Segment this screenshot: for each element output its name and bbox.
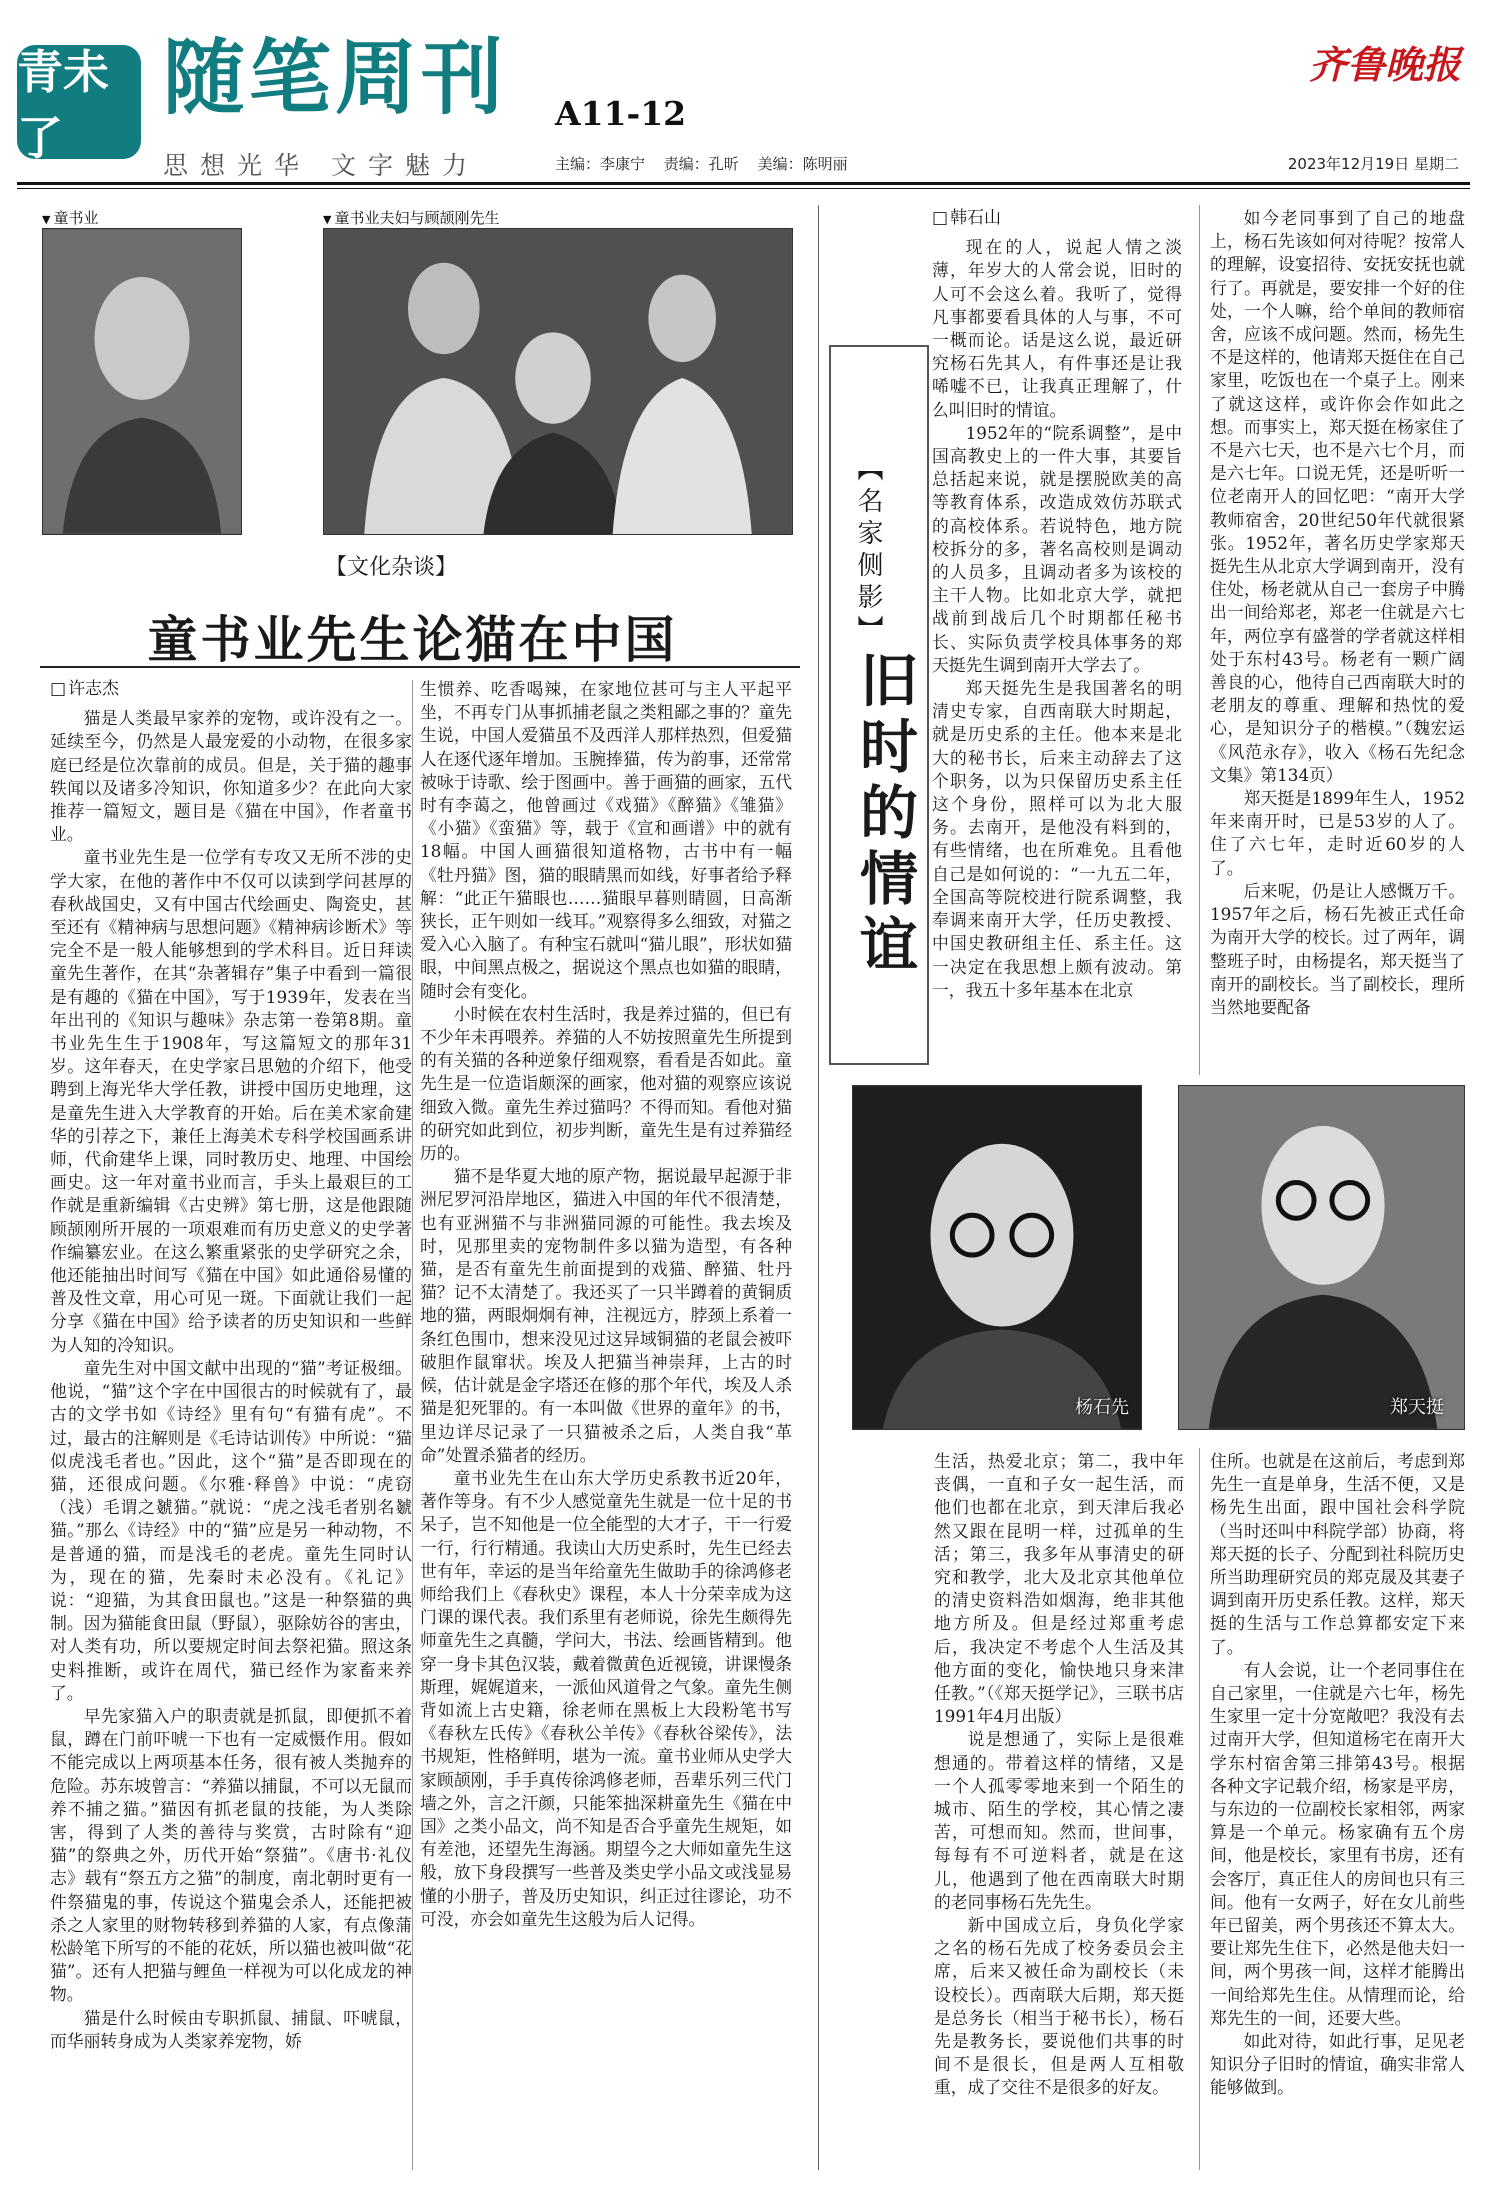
paragraph: 郑天挺先生是我国著名的明清史专家，自西南联大时期起，就是历史系的主任。他本来是北大的秘书长，后来主动辞去了这个职务，以为只保留历史系主任这个身份，照样可以为北大服务。去南开，是他没有料到的，有些情绪，也在所难免。且看他自己是如何说的：“一九五二年，全国高等院校进行院系调整，我奉调来南开大学，任历史教授、中国史教研组主任、系主任。这一决定在我思想上颇有波动。第一，我五十多年基本在北京 — [932, 678, 1182, 1000]
paragraph: 郑天挺是1899年生人，1952年来南开时，已是53岁的人了。住了六七年，走时近60岁的人了。 — [1210, 788, 1465, 878]
paragraph: 1952年的“院系调整”，是中国高教史上的一件大事，其要旨总括起来说，就是摆脱欧美的高等教育体系，改造成效仿苏联式的高校体系。若说特色，地方院校拆分的多，著名高校则是调动的人员多，且调动者多为该校的主干人物。比如北京大学，就把战前到战后几个时期都任秘书长、实际负责学校具体事务的郑天挺先生调到南开大学去了。 — [932, 422, 1182, 675]
page-number: A11-12 — [555, 94, 687, 133]
author-byline: □ 许志杰 — [50, 678, 412, 701]
photo-caption: ▼ 童书业夫妇与顾颉刚先生 — [323, 207, 499, 228]
article1-column-1 — [50, 678, 412, 2174]
paragraph: 童书业先生是一位学有专攻又无所不涉的史学大家，在他的著作中不仅可以读到学问甚厚的春秋战国史，又有中国古代绘画史、陶瓷史，甚至还有《精神病与思想问题》《精神病诊断术》等完全不是一般人能够想到的学术科目。近日拜读童先生著作，在其“杂著辑存”集子中看到一篇很是有趣的《猫在中国》，写于1939年，发表在当年出刊的《知识与趣味》杂志第一卷第8期。童书业先生生于1908年，写这篇短文的那年31岁。这年春天，在史学家吕思勉的介绍下，他受聘到上海光华大学任教，讲授中国历史地理，这是童先生进入大学教育的开始。后在美术家俞建华的引荐之下，兼任上海美术专科学校国画系讲师，代俞建华上课，同时教历史、地理、中国绘画史。这一年对童书业而言，手头上最艰巨的工作就是重新编辑《古史辨》第七册，这是他跟随顾颉刚所开展的一项艰难而有历史意义的史学著作编纂宏业。在这么繁重紧张的史学研究之余，他还能抽出时间写《猫在中国》如此通俗易懂的普及性文章，用心可见一斑。下面就让我们一起分享《猫在中国》给予读者的历史知识和一些鲜为人知的冷知识。 — [50, 847, 412, 1355]
column-divider — [1199, 1448, 1200, 2170]
article1-column-2 — [420, 678, 792, 2174]
portrait-silhouette — [1179, 1086, 1464, 1429]
portrait-photo — [1178, 1085, 1465, 1430]
paragraph: 童先生对中国文献中出现的“猫”考证极细。他说，“猫”这个字在中国很古的时候就有了，最古的文学书如《诗经》里有句“有猫有虎”。不过，最古的注解则是《毛诗诂训传》中所说：“猫似虎浅毛者也。”因此，这个“猫”是否即现在的猫，还很成问题。《尔雅·释兽》中说：“虎窃（浅）毛谓之虦猫。”就说：“虎之浅毛者别名虦猫。”那么《诗经》中的“猫”应是另一种动物，不是普通的猫，而是浅毛的老虎。童先生同时认为，现在的猫，先秦时未必没有。《礼记》说：“迎猫，为其食田鼠也。”这是一种祭猫的典制。因为猫能食田鼠（野鼠），驱除妨谷的害虫，对人类有功，所以要规定时间去祭祀猫。照这条史料推断，或许在周代，猫已经作为家畜来养了。 — [50, 1357, 412, 1703]
article-divider — [818, 205, 819, 2170]
article-headline: 旧时的情谊 — [850, 650, 918, 980]
photo-caption: 杨石先 — [1075, 1397, 1129, 1418]
masthead-title: 随笔周刊 — [163, 31, 508, 126]
paragraph: 猫是人类最早家养的宠物，或许没有之一。延续至今，仍然是人最宠爱的小动物，在很多家庭已经是位次靠前的成员。但是，关于猫的趣事轶闻以及诸多冷知识，你知道多少？在此向大家推荐一篇短文，题目是《猫在中国》，作者童书业。 — [50, 708, 412, 845]
paragraph: 猫不是华夏大地的原产物，据说最早起源于非洲尼罗河沿岸地区，猫进入中国的年代不很清楚，也有亚洲猫不与非洲猫同源的可能性。我去埃及时，见那里卖的宠物制件多以猫为造型，有各种猫，是否有童先生前面提到的戏猫、醉猫、牡丹猫？记不太清楚了。我还买了一只半蹲着的黄铜质地的猫，两眼炯炯有神，注视远方，脖颈上系着一条红色围巾，想来没见过这异域铜猫的老鼠会被吓破胆作鼠窜状。埃及人把猫当神崇拜，上古的时候，估计就是金字塔还在修的那个年代，埃及人杀猫是犯死罪的。有一本叫做《世界的童年》的书，里边详尽记录了一只猫被杀之后，人类自我“革命”处置杀猫者的经历。 — [420, 1166, 792, 1465]
author-byline: □ 韩石山 — [932, 207, 1182, 230]
article2-column-4 — [1210, 1450, 1465, 2175]
section-tag: 【文化杂谈】 — [325, 555, 458, 580]
header-rule — [17, 182, 1470, 185]
paragraph: 生活，热爱北京；第二，我中年丧偶，一直和子女一起生活，而他们也都在北京，到天津后我必然又跟在昆明一样，过孤单的生活；第三，我多年从事清史的研究和教学，北大及北京其他单位的清史资料浩如烟海，绝非其他地方所及。但是经过郑重考虑后，我决定不考虑个人生活及其他方面的变化，愉快地只身来津任教。”（《郑天挺学记》，三联书店1991年4月出版） — [934, 1451, 1184, 1727]
group-silhouette — [324, 229, 792, 534]
column-divider — [1199, 205, 1200, 1075]
article2-column-1 — [932, 207, 1182, 1077]
editor: 主编：李康宁 — [555, 155, 646, 173]
responsible-editor: 责编：孔昕 — [663, 155, 739, 173]
photo-caption: ▼ 童书业 — [42, 207, 98, 228]
article2-column-3 — [934, 1450, 1184, 2175]
article2-column-2 — [1210, 207, 1465, 1077]
logo-text: 青未了 — [17, 45, 109, 165]
portrait-silhouette — [43, 229, 241, 534]
group-photo — [323, 228, 793, 535]
header-rule-thin — [17, 188, 1470, 189]
paragraph: 新中国成立后，身负化学家之名的杨石先成了校务委员会主席，后来又被任命为副校长（未设校长）。西南联大后期，郑天挺是总务长（相当于秘书长），杨石先是教务长，要说他们共事的时间不是很长，但是两人互相敬重，成了交往不是很多的好友。 — [934, 1915, 1184, 2098]
art-editor: 美编：陈明丽 — [757, 155, 848, 173]
column-logo — [17, 45, 141, 165]
issue-date: 2023年12月19日 星期二 — [1287, 155, 1459, 173]
paragraph: 现在的人，说起人情之淡薄，年岁大的人常会说，旧时的人可不会这么着。我听了，觉得凡事都要看具体的人与事，不可一概而论。话是这么说，最近研究杨石先其人，有件事还是让我唏嘘不已，让我真正理解了，什么叫旧时的情谊。 — [932, 237, 1182, 420]
newspaper-name: 齐鲁晚报 — [1308, 42, 1461, 87]
paragraph: 如此对待，如此行事，足见老知识分子旧时的情谊，确实非常人能够做到。 — [1210, 2031, 1465, 2098]
paragraph: 童书业先生在山东大学历史系教书近20年，著作等身。有不少人感觉童先生就是一位十足的书呆子，岂不知他是一位全能型的大才子，干一行爱一行，行行精通。我读山大历史系时，先生已经去世有年，幸运的是当年给童先生做助手的徐鸿修老师给我们上《春秋史》课程，本人十分荣幸成为这门课的课代表。我们系里有老师说，徐先生颇得先师童先生之真髓，学问大，书法、绘画皆精到。他穿一身卡其色汉装，戴着微黄色近视镜，讲课慢条斯理，娓娓道来，一派仙风道骨之气象。童先生侧背如流上古史籍，徐老师在黑板上大段粉笔书写《春秋左氏传》《春秋公羊传》《春秋谷梁传》，法书规矩，性格鲜明，堪为一流。童书业师从史学大家顾颉刚，手手真传徐鸿修老师，吾辈乐列三代门墙之外，言之汗颜，只能笨拙深耕童先生《猫在中国》之类小品文，尚不知是否合乎童先生规矩，如有差池，还望先生海涵。期望今之大师如童先生这般，放下身段撰写一些普及类史学小品文或浅显易懂的小册子，普及历史知识，纠正过往谬论，功不可没，亦会如童先生这般为后人记得。 — [420, 1467, 792, 1929]
portrait-photo — [42, 228, 242, 535]
section-tag: 【名家侧影】 — [853, 455, 883, 647]
article-headline: 童书业先生论猫在中国 — [147, 610, 678, 669]
paragraph: 后来呢，仍是让人感慨万千。1957年之后，杨石先被正式任命为南开大学的校长。过了两年，调整班子时，由杨提名，郑天挺当了南开的副校长。当了副校长，理所当然地要配备 — [1210, 880, 1465, 1017]
paragraph: 生惯养、吃香喝辣，在家地位甚可与主人平起平坐，不再专门从事抓捕老鼠之类粗鄙之事的？童先生说，中国人爱猫虽不及西洋人那样热烈，但爱猫人在逐代逐年增加。玉腕捧猫，传为韵事，还常常被咏于诗歌、绘于图画中。善于画猫的画家，五代时有李蔼之，他曾画过《戏猫》《醉猫》《雏猫》《小猫》《蛮猫》等，载于《宣和画谱》中的就有18幅。中国人画猫很知道格物，古书中有一幅《牡丹猫》图，猫的眼睛黑而如线，好事者给予释解：“此正午猫眼也……猫眼早暮则睛圆，日高渐狭长，正午则如一线耳。”观察得多么细致，对猫之爱入心入脑了。有种宝石就叫“猫儿眼”，形状如猫眼，中间黑点极之，据说这个黑点也如猫的眼睛，随时会有变化。 — [420, 679, 792, 1001]
column-divider — [412, 680, 413, 2170]
portrait-photo — [852, 1085, 1142, 1430]
paragraph: 有人会说，让一个老同事住在自己家里，一住就是六七年，杨先生家里一定十分宽敞吧？我没有去过南开大学，但知道杨宅在南开大学东村宿舍第三排第43号。根据各种文字记载介绍，杨家是平房，与东边的一位副校长家相邻，两家算是一个单元。杨家确有五个房间，他是校长，家里有书房，还有会客厅，真正住人的房间也只有三间。他有一女两子，好在女儿前些年已留美，两个男孩还不算太大。要让郑先生住下，必然是他夫妇一间，两个男孩一间，这样才能腾出一间给郑先生住。从情理而论，给郑先生的一间，还要大些。 — [1210, 1659, 1465, 2028]
paragraph: 猫是什么时候由专职抓鼠、捕鼠、吓唬鼠，而华丽转身成为人类家养宠物，娇 — [50, 2007, 412, 2051]
editor-credits — [555, 153, 862, 174]
paragraph: 如今老同事到了自己的地盘上，杨石先该如何对待呢？按常人的理解，设宴招待、安抚安抚也就行了。再就是，要安排一个好的住处，一个人嘛，给个单间的教师宿舍，应该不成问题。然而，杨先生不是这样的，他请郑天挺住在自己家里，吃饭也在一个桌子上。刚来了就这这样，或许你会作如此之想。而事实上，郑天挺在杨家住了不是六七天，也不是六七个月，而是六七年。口说无凭，还是听听一位老南开人的回忆吧：“南开大学教师宿舍，20世纪50年代就很紧张。1952年，著名历史学家郑天挺先生从北京大学调到南开，没有住处，杨老就从自己一套房子中腾出一间给郑老，郑老一住就是六七年，两位享有盛誉的学者就这样相处于东村43号。杨老有一颗广阔善良的心，他待自己西南联大时的老朋友的尊重、理解和热忱的爱心，是知识分子的楷模。”（魏宏运《风范永存》，收入《杨石先纪念文集》第134页） — [1210, 208, 1465, 785]
paragraph: 说是想通了，实际上是很难想通的。带着这样的情绪，又是一个人孤零零地来到一个陌生的城市、陌生的学校，其心情之凄苦，可想而知。然而，世间事，每每有不可逆料者，就是在这儿，他遇到了他在西南联大时期的老同事杨石先先生。 — [934, 1729, 1184, 1912]
paragraph: 住所。也就是在这前后，考虑到郑先生一直是单身，生活不便，又是杨先生出面，跟中国社会科学院（当时还叫中科院学部）协商，将郑天挺的长子、分配到社科院历史所当助理研究员的郑克晟及其妻子调到南开历史系任教。这样，郑天挺的生活与工作总算都安定下来了。 — [1210, 1451, 1465, 1657]
paragraph: 小时候在农村生活时，我是养过猫的，但已有不少年未再喂养。养猫的人不妨按照童先生所提到的有关猫的各种逆象仔细观察，看看是否如此。童先生是一位造诣颇深的画家，他对猫的观察应该说细致入微。童先生养过猫吗？不得而知。看他对猫的研究如此到位，初步判断，童先生是有过养猫经历的。 — [420, 1003, 792, 1164]
photo-caption: 郑天挺 — [1390, 1397, 1444, 1418]
slogan: 思想光华 文字魅力 — [163, 151, 479, 180]
portrait-silhouette — [853, 1086, 1141, 1429]
paragraph: 早先家猫入户的职责就是抓鼠，即便抓不着鼠，蹲在门前吓唬一下也有一定威慑作用。假如不能完成以上两项基本任务，很有被人类抛弃的危险。苏东坡曾言：“养猫以捕鼠，不可以无鼠而养不捕之猫。”猫因有抓老鼠的技能，为人类除害，得到了人类的善待与奖赏，古时除有“迎猫”的祭典之外，历代开始“祭猫”。《唐书·礼仪志》载有“祭五方之猫”的制度，南北朝时更有一件祭猫鬼的事，传说这个猫鬼会杀人，还能把被杀之人家里的财物转移到养猫的人家，有点像蒲松龄笔下所写的不能的花妖，所以猫也被叫做“花猫”。还有人把猫与鲤鱼一样视为可以化成龙的神物。 — [50, 1705, 412, 2005]
